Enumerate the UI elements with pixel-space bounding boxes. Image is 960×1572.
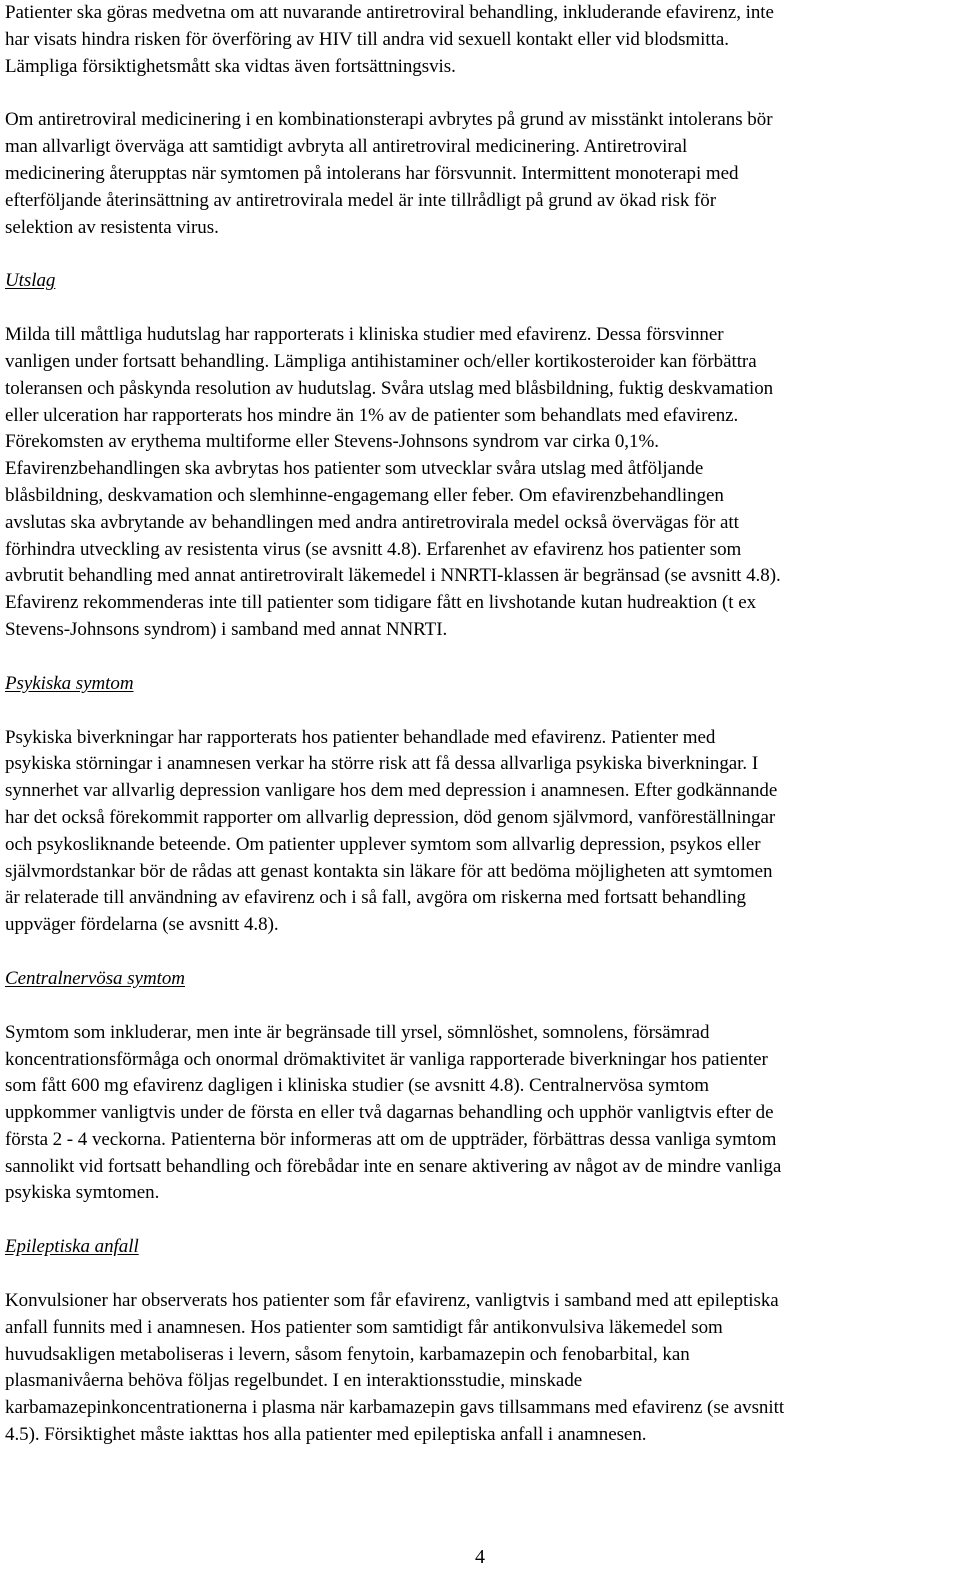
paragraph-gap (5, 644, 960, 671)
paragraph-gap (5, 241, 960, 268)
section-heading-epileptiska-anfall: Epileptiska anfall (5, 1236, 139, 1258)
paragraph-antiretroviral-interruption: Om antiretroviral medicinering i en kombinationsterapi avbrytes på grund av misstänkt intolerans bör man allvarligt överväga att samtidigt avbryta all antiretroviral medicinering. Antiretroviral medicinering återupptas när symtomen på intolerans har försvunnit. Intermittent monoterapi med efterföljande återinsättning av antiretrovirala medel är inte tillrådligt på grund av ökad risk för selektion av resistenta virus. (5, 109, 773, 238)
section-heading-centralnervosa-symtom: Centralnervösa symtom (5, 967, 185, 989)
document-page (5, 0, 960, 1449)
paragraph-gap (5, 698, 960, 725)
paragraph-gap (5, 295, 960, 322)
paragraph-centralnervosa-symtom: Symtom som inkluderar, men inte är begränsade till yrsel, sömnlöshet, somnolens, försämrad koncentrationsförmåga och onormal drömaktivitet är vanliga rapporterade biverkningar hos patienter som fått 600 mg efavirenz dagligen i kliniska studier (se avsnitt 4.8). Centralnervösa symtom uppkommer vanligtvis under de första en eller två dagarnas behandling och upphör vanligtvis efter de första 2 - 4 veckorna. Patienterna bör informeras att om de uppträder, förbättras dessa vanliga symtom sannolikt vid fortsatt behandling och förebådar inte en senare aktivering av något av de mindre vanliga psykiska symtomen. (5, 1021, 782, 1204)
paragraph-hiv-transmission: Patienter ska göras medvetna om att nuvarande antiretroviral behandling, inkluderande efavirenz, inte har visats hindra risken för överföring av HIV till andra vid sexuell kontakt eller vid blodsmitta. Lämpliga försiktighetsmått ska vidtas även fortsättningsvis. (5, 2, 774, 77)
paragraph-psykiska-symtom: Psykiska biverkningar har rapporterats hos patienter behandlade med efavirenz. Patienter med psykiska störningar i anamnesen verkar ha större risk att få dessa allvarliga psykiska biverkningar. I synnerhet var allvarlig depression vanligare hos dem med depression i anamnesen. Efter godkännande har det också förekommit rapporter om allvarlig depression, död genom självmord, vanföreställningar och psykosliknande beteende. Om patienter upplever symtom som allvarlig depression, psykos eller självmordstankar bör de rådas att genast kontakta sin läkare för att bedöma möjligheten att symtomen är relaterade till användning av efavirenz och i så fall, avgöra om riskerna med fortsatt behandling uppväger fördelarna (se avsnitt 4.8). (5, 726, 778, 936)
paragraph-epileptiska-anfall: Konvulsioner har observerats hos patienter som får efavirenz, vanligtvis i samband med att epileptiska anfall funnits med i anamnesen. Hos patienter som samtidigt får antikonvulsiva läkemedel som huvudsakligen metaboliseras i levern, såsom fenytoin, karbamazepin och fenobarbital, kan plasmanivåerna behöva följas regelbundet. I en interaktionsstudie, minskade karbamazepinkoncentrationerna i plasma när karbamazepin gavs tillsammans med efavirenz (se avsnitt 4.5). Försiktighet måste iakttas hos alla patienter med epileptiska anfall i anamnesen. (5, 1290, 785, 1446)
page-number: 4 (475, 1546, 485, 1568)
paragraph-gap (5, 939, 960, 966)
paragraph-gap (5, 1207, 960, 1234)
section-heading-utslag: Utslag (5, 270, 56, 292)
section-heading-psykiska-symtom: Psykiska symtom (5, 672, 134, 694)
paragraph-utslag: Milda till måttliga hudutslag har rapporterats i kliniska studier med efavirenz. Dessa försvinner vanligen under fortsatt behandling. Lämpliga antihistaminer och/eller kortikosteroider kan förbättra toleransen och påskynda resolution av hudutslag. Svåra utslag med blåsbildning, fuktig deskvamation eller ulceration har rapporterats hos mindre än 1% av de patienter som behandlats med efavirenz. Förekomsten av erythema multiforme eller Stevens-Johnsons syndrom var cirka 0,1%. Efavirenzbehandlingen ska avbrytas hos patienter som utvecklar svåra utslag med åtföljande blåsbildning, deskvamation och slemhinne-engagemang eller feber. Om efavirenzbehandlingen avslutas ska avbrytande av behandlingen med andra antiretrovirala medel också övervägas för att förhindra utveckling av resistenta virus (se avsnitt 4.8). Erfarenhet av efavirenz hos patienter som avbrutit behandling med annat antiretroviralt läkemedel i NNRTI-klassen är begränsad (se avsnitt 4.8). Efavirenz rekommenderas inte till patienter som tidigare fått en livshotande kutan hudreaktion (t ex Stevens-Johnsons syndrom) i samband med annat NNRTI. (5, 324, 781, 640)
paragraph-gap (5, 1261, 960, 1288)
paragraph-gap (5, 80, 960, 107)
paragraph-gap (5, 993, 960, 1020)
